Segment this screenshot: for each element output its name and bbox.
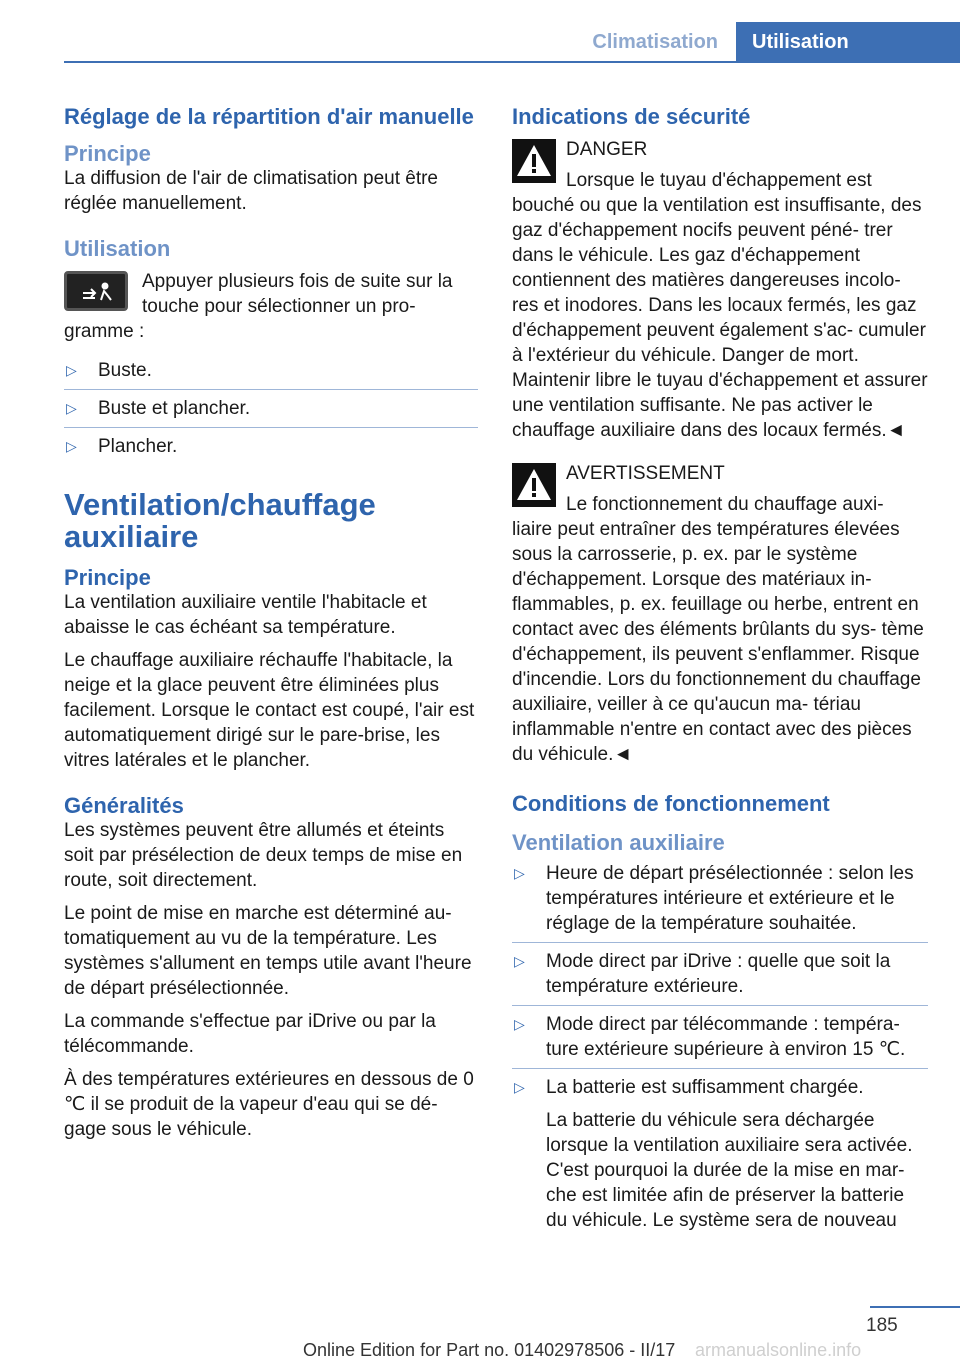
paragraph-principle-2a: La ventilation auxiliaire ventile l'habitacle et abaisse le cas échéant sa température. bbox=[64, 592, 427, 638]
page-number: 185 bbox=[866, 1315, 898, 1336]
paragraph-general-1: Les systèmes peuvent être allumés et éteints soit par présélection de deux temps de mise en route, soit directement. bbox=[64, 820, 463, 891]
triangle-right-icon: ▷ bbox=[514, 865, 525, 881]
program-list bbox=[64, 358, 478, 459]
warning-triangle-icon bbox=[512, 463, 556, 507]
triangle-right-icon: ▷ bbox=[66, 438, 77, 454]
heading-air-distribution: Réglage de la répartition d'air manuelle bbox=[64, 104, 474, 129]
paragraph-principle-2b: Le chauffage auxiliaire réchauffe l'habitacle, la neige et la glace peuvent être éliminées plus facilement. Lorsque le contact est coupé, l'air est automatiquement dirigé sur le pare-brise, les vitres latérales et le plancher. bbox=[64, 650, 475, 771]
paragraph-principle: La diffusion de l'air de climatisation peut être réglée manuellement. bbox=[64, 168, 438, 214]
danger-text: Lorsque le tuyau d'échappement est bouché ou que la ventilation est insuffisante, des gaz d'échappement nocifs peuvent péné‐ trer dans le véhicule. Les gaz d'échappement contiennent des matières dangereuses incolo‐ res et inodores. Dans les locaux fermés, les gaz d'échappement peuvent également s'ac‐ cumuler à l'extérieur du véhicule. Danger de mort. Maintenir libre le tuyau d'échappement et assurer une ventilation suffisante. Ne pas activer le chauffage auxiliaire dans des locaux fermés.◄ bbox=[512, 170, 928, 441]
triangle-right-icon: ▷ bbox=[514, 953, 525, 969]
header-rule bbox=[64, 61, 960, 63]
footer-rule bbox=[870, 1306, 960, 1308]
right-column bbox=[512, 104, 928, 1240]
triangle-right-icon: ▷ bbox=[66, 362, 77, 378]
conditions-list bbox=[512, 861, 928, 1233]
list-item: ▷ Heure de départ présélectionnée : selon les températures intérieure et extérieure et le réglage de la température souhaitée. bbox=[512, 861, 928, 943]
heading-safety: Indications de sécurité bbox=[512, 104, 751, 129]
usage-instruction bbox=[64, 269, 478, 344]
list-item: ▷ La batterie est suffisamment chargée. La batterie du véhicule sera déchargée lorsque la ventilation auxiliaire sera activée. C'est pourquoi la durée de la mise en mar‐ che est limitée afin de préserver la batterie du véhicule. Le système sera de nouveau bbox=[512, 1075, 928, 1233]
header-section-title: Climatisation bbox=[592, 31, 718, 53]
triangle-right-icon: ▷ bbox=[514, 1079, 525, 1095]
warning-text: Le fonctionnement du chauffage auxi‐ liaire peut entraîner des températures élevées sous la carrosserie, p. ex. par le système d'échappement. Lorsque des matériaux in‐ flammables, p. ex. feuillage ou herbe, entrent en contact avec des éléments brûlants du sys‐ tème d'échappement, ils peuvent s'enflammer. Risque d'incendie. Lors du fonctionnement du chauffage auxiliaire, veiller à ce qu'aucun ma‐ tériau inflammable n'entre en contact avec des pièces du véhicule.◄ bbox=[512, 494, 924, 765]
paragraph-general-3: La commande s'effectue par iDrive ou par la télécommande. bbox=[64, 1011, 436, 1057]
left-column bbox=[64, 104, 478, 1150]
page-header bbox=[574, 22, 960, 62]
triangle-right-icon: ▷ bbox=[66, 400, 77, 416]
warning-notice bbox=[512, 461, 928, 767]
danger-notice bbox=[512, 137, 928, 443]
subheading-usage: Utilisation bbox=[64, 236, 171, 261]
paragraph-general-4: À des températures extérieures en dessous de 0 ℃ il se produit de la vapeur d'eau qui se dé‐ gage sous le véhicule. bbox=[64, 1069, 474, 1140]
watermark: armanualsonline.info bbox=[695, 1340, 862, 1360]
paragraph-general-2: Le point de mise en marche est déterminé au‐ tomatiquement au vu de la température. Les systèmes s'allument en temps utile avant l'heure de départ présélectionnée. bbox=[64, 903, 472, 999]
warning-triangle-icon bbox=[512, 139, 556, 183]
warning-title: AVERTISSEMENT bbox=[566, 463, 725, 484]
list-item: ▷ Mode direct par télécommande : tempéra‐ ture extérieure supérieure à environ 15 ℃. bbox=[512, 1012, 928, 1069]
edition-note: Online Edition for Part no. 01402978506 - II/17 bbox=[303, 1340, 676, 1360]
heading-conditions: Conditions de fonctionnement bbox=[512, 791, 830, 816]
subheading-principle-2: Principe bbox=[64, 565, 151, 590]
battery-paragraph: La batterie du véhicule sera déchargée lorsque la ventilation auxiliaire sera activée. C'est pourquoi la durée de la mise en mar‐ che est limitée afin de préserver la batterie du véhicule. Le système sera de nouveau bbox=[546, 1110, 913, 1231]
triangle-right-icon: ▷ bbox=[514, 1016, 525, 1032]
heading-ventilation: Ventilation/chauffage auxiliaire bbox=[64, 487, 376, 554]
subheading-general: Généralités bbox=[64, 793, 184, 818]
paragraph-usage: Appuyer plusieurs fois de suite sur la touche pour sélectionner un pro‐ gramme : bbox=[64, 271, 453, 342]
list-item: ▷ Buste. bbox=[64, 358, 478, 390]
subheading-principle: Principe bbox=[64, 141, 151, 166]
air-distribution-button-icon bbox=[64, 271, 128, 311]
list-item: ▷ Plancher. bbox=[66, 436, 178, 457]
list-item: ▷ Mode direct par iDrive : quelle que soit la température extérieure. bbox=[512, 949, 928, 1006]
header-chapter-title: Utilisation bbox=[736, 22, 960, 62]
subheading-aux-ventilation: Ventilation auxiliaire bbox=[512, 830, 725, 855]
danger-title: DANGER bbox=[566, 139, 648, 160]
list-item: ▷ Buste et plancher. bbox=[64, 396, 478, 428]
